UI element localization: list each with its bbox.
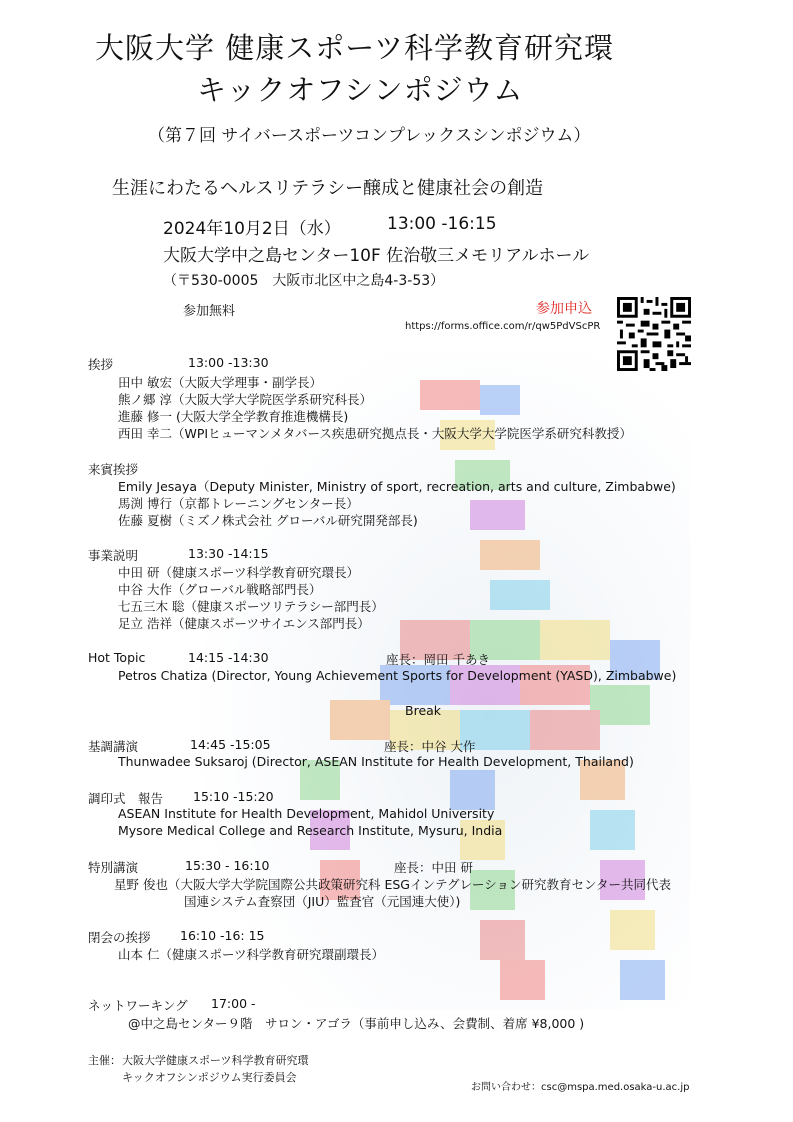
break-label: Break	[405, 703, 442, 718]
business-person: 七五三木 聡（健康スポーツリテラシー部門長）	[118, 599, 384, 614]
greeting-person: 西田 幸二（WPIヒューマンメタバース疾患研究拠点長・大阪大学大学院医学系研究科教授）	[118, 426, 632, 441]
greeting-person: 田中 敏宏（大阪大学理事・副学長）	[118, 375, 322, 390]
keynote-time: 14:45 -15:05	[190, 737, 271, 752]
business-label: 事業説明	[88, 548, 139, 563]
special-chair: 座長：中田 研	[394, 860, 473, 875]
guest-label: 来賓挨拶	[88, 462, 139, 477]
special-label: 特別講演	[88, 860, 139, 875]
networking-detail: @中之島センター９階 サロン・アゴラ（事前申し込み、会費制、着席 ¥8,000 )	[128, 1016, 585, 1031]
greeting-time: 13:00 -13:30	[188, 355, 269, 370]
closing-time: 16:10 -16: 15	[180, 928, 265, 943]
event-date: 2024年10月2日（水）	[163, 219, 341, 239]
event-address: （〒530-0005 大阪市北区中之島4-3-53）	[163, 273, 445, 289]
hot-topic-person: Petros Chatiza (Director, Young Achievement Sports for Development (YASD), Zimbabwe)	[118, 668, 677, 683]
event-theme: 生涯にわたるヘルスリテラシー醸成と健康社会の創造	[112, 178, 544, 199]
closing-label: 閉会の挨拶	[88, 930, 151, 945]
signing-time: 15:10 -15:20	[193, 789, 274, 804]
event-title-line2: キックオフシンポジウム	[197, 73, 524, 107]
greeting-person: 熊ノ郷 淳（大阪大学大学院医学系研究科長）	[118, 392, 372, 407]
signing-label: 調印式 報告	[88, 791, 164, 806]
special-person: 星野 俊也（大阪大学大学院国際公共政策研究科 ESGインテグレーション研究教育センター共同代表	[114, 877, 671, 892]
signing-institution: Mysore Medical College and Research Institute, Mysuru, India	[118, 823, 503, 838]
business-person: 足立 浩祥（健康スポーツサイエンス部門長）	[118, 616, 370, 631]
signing-institution: ASEAN Institute for Health Development, Mahidol University	[118, 806, 495, 821]
event-venue: 大阪大学中之島センター10F 佐治敬三メモリアルホール	[163, 246, 590, 266]
register-label: 参加申込	[536, 301, 592, 317]
keynote-chair: 座長：中谷 大作	[384, 739, 476, 754]
business-time: 13:30 -14:15	[188, 546, 269, 561]
qr-code-icon[interactable]	[617, 297, 691, 371]
host-line2: キックオフシンポジウム実行委員会	[122, 1071, 297, 1084]
networking-time: 17:00 -	[211, 996, 256, 1011]
guest-person: 佐藤 夏樹（ミズノ株式会社 グローバル研究開発部長)	[118, 513, 418, 528]
event-title-line1: 大阪大学 健康スポーツ科学教育研究環	[95, 31, 615, 65]
contact-email[interactable]: お問い合わせ：csc@mspa.med.osaka-u.ac.jp	[471, 1082, 690, 1093]
host-line1: 大阪大学健康スポーツ科学教育研究環	[122, 1054, 309, 1067]
special-person-title: 国連システム査察団（JIU）監査官（元国連大使）)	[184, 894, 461, 909]
greeting-label: 挨拶	[88, 357, 114, 372]
hot-topic-label: Hot Topic	[88, 650, 146, 665]
fee-label: 参加無料	[183, 304, 236, 319]
closing-person: 山本 仁（健康スポーツ科学教育研究環副環長）	[118, 947, 384, 962]
keynote-person: Thunwadee Suksaroj (Director, ASEAN Institute for Health Development, Thailand)	[118, 754, 634, 769]
keynote-label: 基調講演	[88, 739, 139, 754]
hot-topic-time: 14:15 -14:30	[188, 650, 269, 665]
greeting-person: 進藤 修一 (大阪大学全学教育推進機構長)	[118, 409, 349, 424]
hot-topic-chair: 座長：岡田 千あき	[386, 652, 490, 667]
networking-label: ネットワーキング	[88, 998, 188, 1013]
host-label: 主催：	[88, 1054, 121, 1067]
business-person: 中谷 大作（グローバル戦略部門長）	[118, 582, 322, 597]
event-subtitle: （第７回 サイバースポーツコンプレックスシンポジウム）	[148, 126, 591, 146]
guest-person: Emily Jesaya（Deputy Minister, Ministry of sport, recreation, arts and culture, Zimbabwe)	[118, 479, 676, 494]
special-time: 15:30 - 16:10	[185, 858, 270, 873]
business-person: 中田 研（健康スポーツ科学教育研究環長）	[118, 565, 359, 580]
register-url-link[interactable]: https://forms.office.com/r/qw5PdVScPR	[405, 321, 601, 332]
event-time: 13:00 -16:15	[387, 214, 497, 234]
guest-person: 馬渕 博行（京都トレーニングセンター長）	[118, 496, 359, 511]
